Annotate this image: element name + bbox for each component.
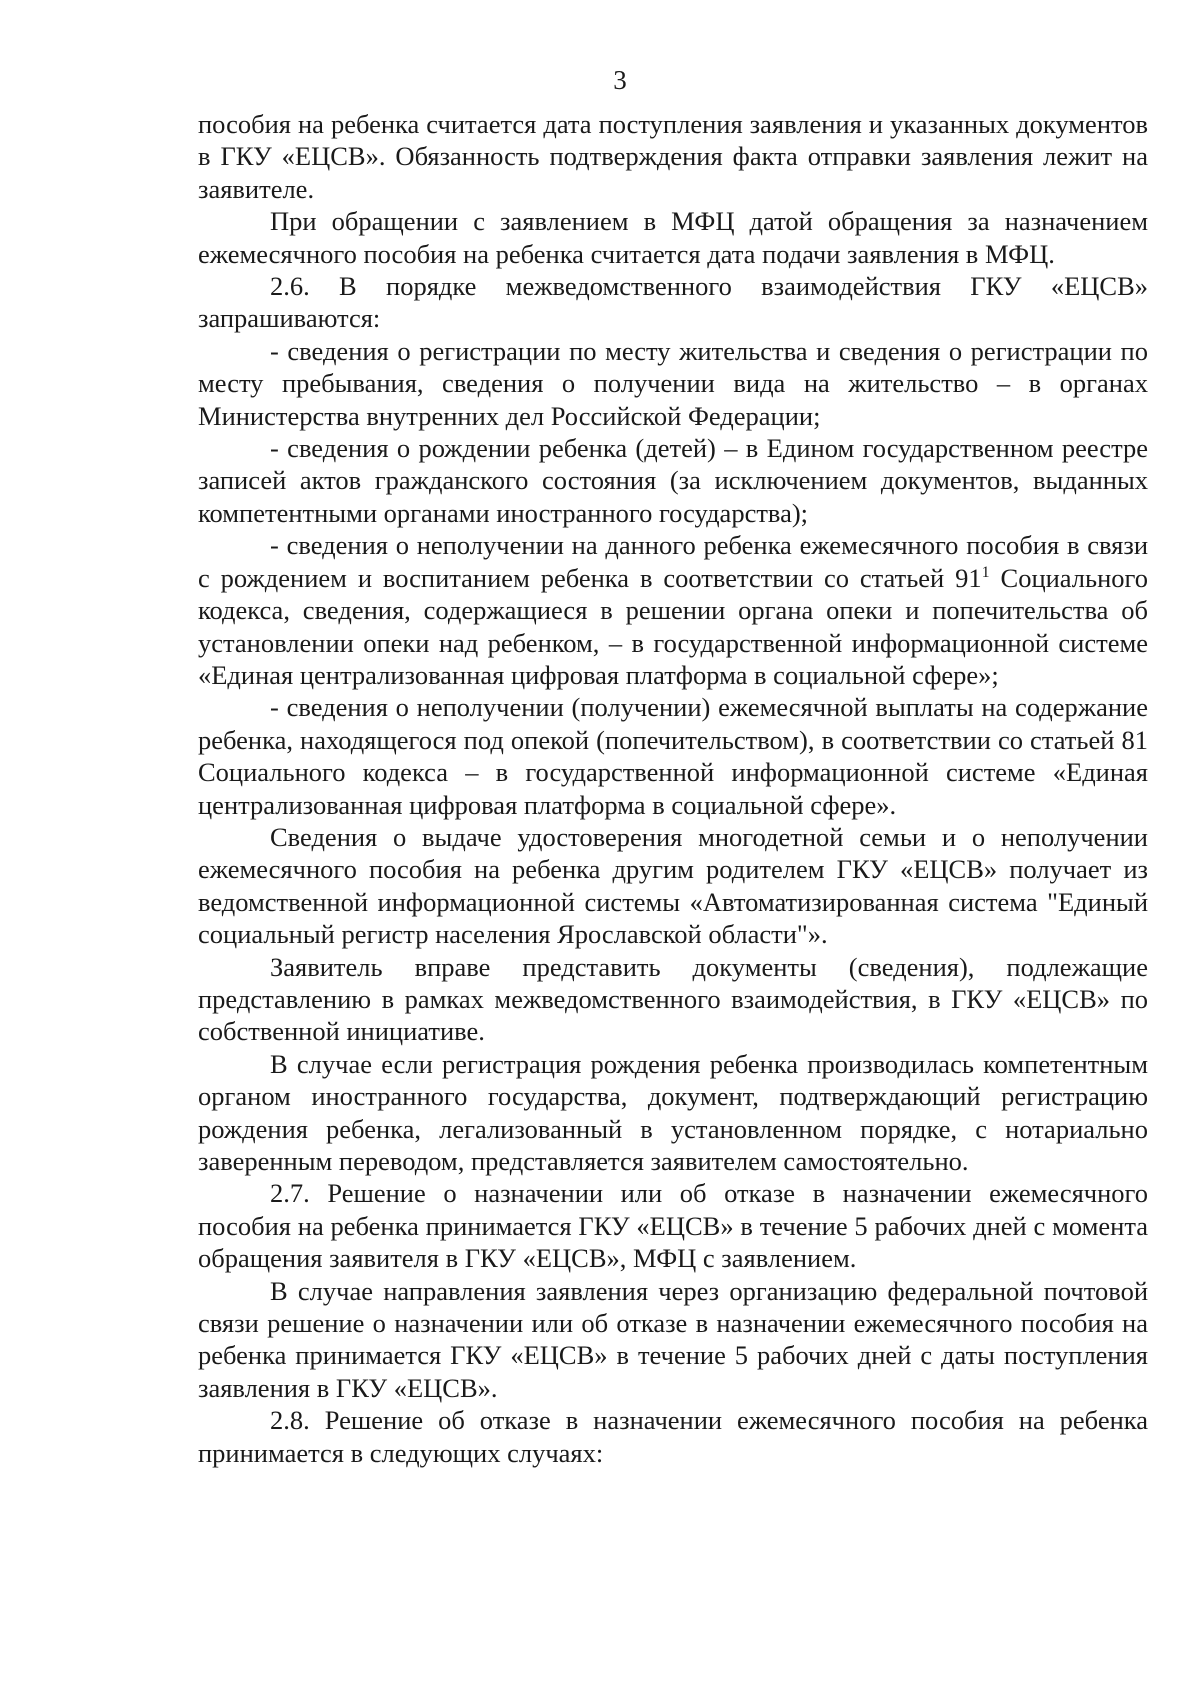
page-number: 3 [613, 65, 627, 95]
list-item-non-receipt-allowance [198, 529, 1148, 691]
list-item-birth: - сведения о рождении ребенка (детей) – в Едином государственном реестре записей актов гражданского состояния (за исключением документов, выданных компетентными органами иностранного государства); [198, 433, 1148, 528]
list-item-text-before-sup: - сведения о неполучении на данного ребенка ежемесячного пособия в связи с рождением и воспитанием ребенка в соответствии со статьей 91 [198, 530, 1148, 593]
superscript-footnote: 1 [981, 563, 990, 581]
paragraph-continuation: пособия на ребенка считается дата поступления заявления и указанных документов в ГКУ «ЕЦСВ». Обязанность подтверждения факта отправки заявления лежит на заявителе. [198, 109, 1148, 204]
paragraph-applicant-right: Заявитель вправе представить документы (сведения), подлежащие представлению в рамках межведомственного взаимодействия, в ГКУ «ЕЦСВ» по собственной инициативе. [198, 951, 1148, 1047]
paragraph-postal-decision: В случае направления заявления через организацию федеральной почтовой связи решение о назначении или об отказе в назначении ежемесячного пособия на ребенка принимается ГКУ «ЕЦСВ» в течение 5 рабочих дней с даты поступления заявления в ГКУ «ЕЦСВ». [198, 1275, 1148, 1403]
paragraph-mfc-date: При обращении с заявлением в МФЦ датой обращения за назначением ежемесячного пособия на ребенка считается дата подачи заявления в МФЦ. [198, 206, 1148, 269]
list-item-registration: - сведения о регистрации по месту жительства и сведения о регистрации по месту пребывания, сведения о получении вида на жительство – в органах Министерства внутренних дел Российской Федерации; [198, 335, 1148, 431]
paragraph-large-family-certificate: Сведения о выдаче удостоверения многодетной семьи и о неполучении ежемесячного пособия на ребенка другим родителем ГКУ «ЕЦСВ» получает из ведомственной информационной системы «Автоматизированная система "Единый социальный регистр населения Ярославской области"». [198, 821, 1148, 950]
paragraph-2-6-heading: 2.6. В порядке межведомственного взаимодействия ГКУ «ЕЦСВ» запрашиваются: [198, 271, 1148, 334]
paragraph-2-7-decision: 2.7. Решение о назначении или об отказе в назначении ежемесячного пособия на ребенка принимается ГКУ «ЕЦСВ» в течение 5 рабочих дней с момента обращения заявителя в ГКУ «ЕЦСВ», МФЦ с заявлением. [198, 1178, 1148, 1274]
paragraph-foreign-registration: В случае если регистрация рождения ребенка производилась компетентным органом иностранного государства, документ, подтверждающий регистрацию рождения ребенка, легализованный в установленном порядке, с нотариально заверенным переводом, представляется заявителем самостоятельно. [198, 1048, 1148, 1176]
list-item-guardianship-payment: - сведения о неполучении (получении) ежемесячной выплаты на содержание ребенка, находящегося под опекой (попечительством), в соответствии со статьей 81 Социального кодекса – в государственной информационной системе «Единая централизованная цифровая платформа в социальной сфере». [198, 692, 1148, 820]
paragraph-2-8-refusal: 2.8. Решение об отказе в назначении ежемесячного пособия на ребенка принимается в следующих случаях: [198, 1405, 1148, 1468]
document-body [198, 108, 1148, 1469]
list-item-text-after-sup: Социального кодекса, сведения, содержащиеся в решении органа опеки и попечительства об установлении опеки над ребенком, – в государственной информационной системе «Единая централизованная цифровая платформа в социальной сфере»; [198, 562, 1148, 690]
